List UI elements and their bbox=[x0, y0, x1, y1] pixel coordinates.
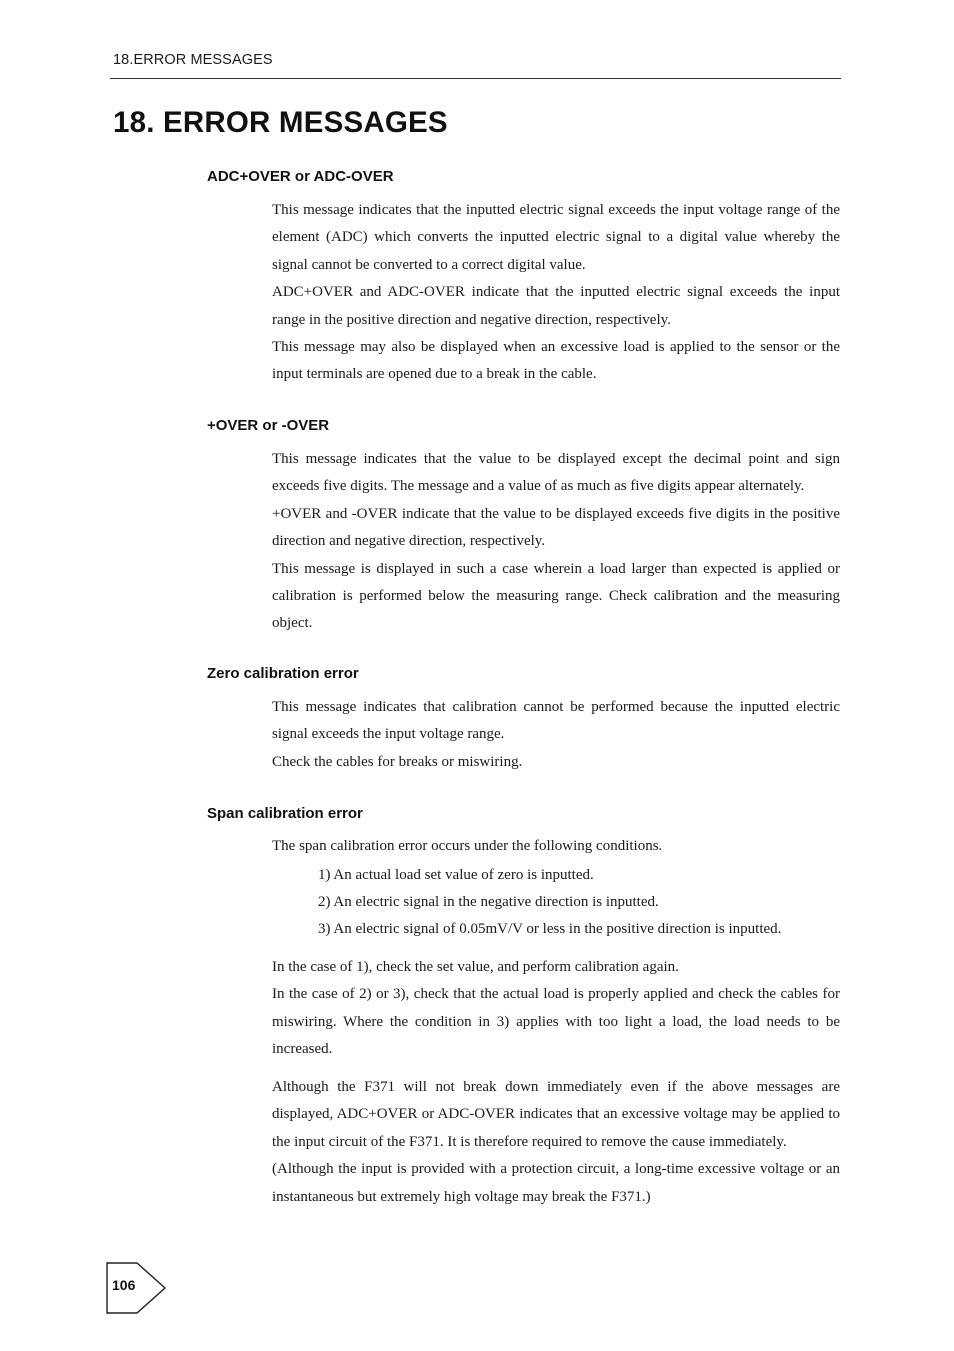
condition-item: 1) An actual load set value of zero is inputted. bbox=[318, 867, 594, 883]
closing-note bbox=[272, 1074, 840, 1211]
span-intro bbox=[272, 833, 840, 860]
section-body-zero-calibration bbox=[272, 694, 840, 776]
condition-item: 2) An electric signal in the negative direction is inputted. bbox=[318, 894, 659, 910]
section-heading-span-calibration: Span calibration error bbox=[207, 805, 363, 822]
paragraph: This message may also be displayed when an excessive load is applied to the sensor or the input terminals are opened due to a break in the cable. bbox=[272, 339, 840, 383]
paragraph: +OVER and -OVER indicate that the value to be displayed exceeds five digits in the positive direction and negative direction, respectively. bbox=[272, 505, 840, 550]
paragraph: This message indicates that the value to be displayed except the decimal point and sign exceeds five digits. The message and a value of as much as five digits appear alternately. bbox=[272, 451, 840, 495]
section-body-adc-over bbox=[272, 197, 840, 389]
section-body-over bbox=[272, 446, 840, 638]
running-header: 18.ERROR MESSAGES bbox=[113, 52, 273, 68]
paragraph: In the case of 2) or 3), check that the actual load is properly applied and check the cables for miswiring. Where the condition in 3) applies with too light a load, the load needs to be increased. bbox=[272, 986, 840, 1058]
page-number: 106 bbox=[112, 1277, 136, 1293]
paragraph: This message is displayed in such a case wherein a load larger than expected is applied or calibration is performed below the measuring range. Check calibration and the measuring object. bbox=[272, 560, 840, 632]
section-heading-adc-over: ADC+OVER or ADC-OVER bbox=[207, 168, 394, 185]
paragraph: This message indicates that the inputted electric signal exceeds the input voltage range of the element (ADC) which converts the inputted electric signal to a digital value whereby the signal cannot be converted to a correct digital value. bbox=[272, 202, 840, 273]
header-divider bbox=[110, 78, 841, 79]
span-followup bbox=[272, 954, 840, 1064]
paragraph: (Although the input is provided with a protection circuit, a long-time excessive voltage or an instantaneous but extremely high voltage may break the F371.) bbox=[272, 1161, 840, 1205]
paragraph: The span calibration error occurs under the following conditions. bbox=[272, 838, 663, 854]
paragraph: In the case of 1), check the set value, and perform calibration again. bbox=[272, 959, 679, 975]
section-heading-zero-calibration: Zero calibration error bbox=[207, 665, 359, 682]
page-title: 18. ERROR MESSAGES bbox=[113, 106, 448, 139]
paragraph: Although the F371 will not break down immediately even if the above messages are displayed, ADC+OVER or ADC-OVER indicates that an excessive voltage may be applied to the input circuit of the F371. It is therefore required to remove the cause immediately. bbox=[272, 1079, 840, 1150]
paragraph: Check the cables for breaks or miswiring. bbox=[272, 753, 523, 770]
section-heading-over: +OVER or -OVER bbox=[207, 417, 330, 434]
paragraph: ADC+OVER and ADC-OVER indicate that the inputted electric signal exceeds the input range in the positive direction and negative direction, respectively. bbox=[272, 284, 840, 328]
condition-item: 3) An electric signal of 0.05mV/V or less in the positive direction is inputted. bbox=[318, 921, 782, 937]
paragraph: This message indicates that calibration cannot be performed because the inputted electric signal exceeds the input voltage range. bbox=[272, 699, 840, 743]
